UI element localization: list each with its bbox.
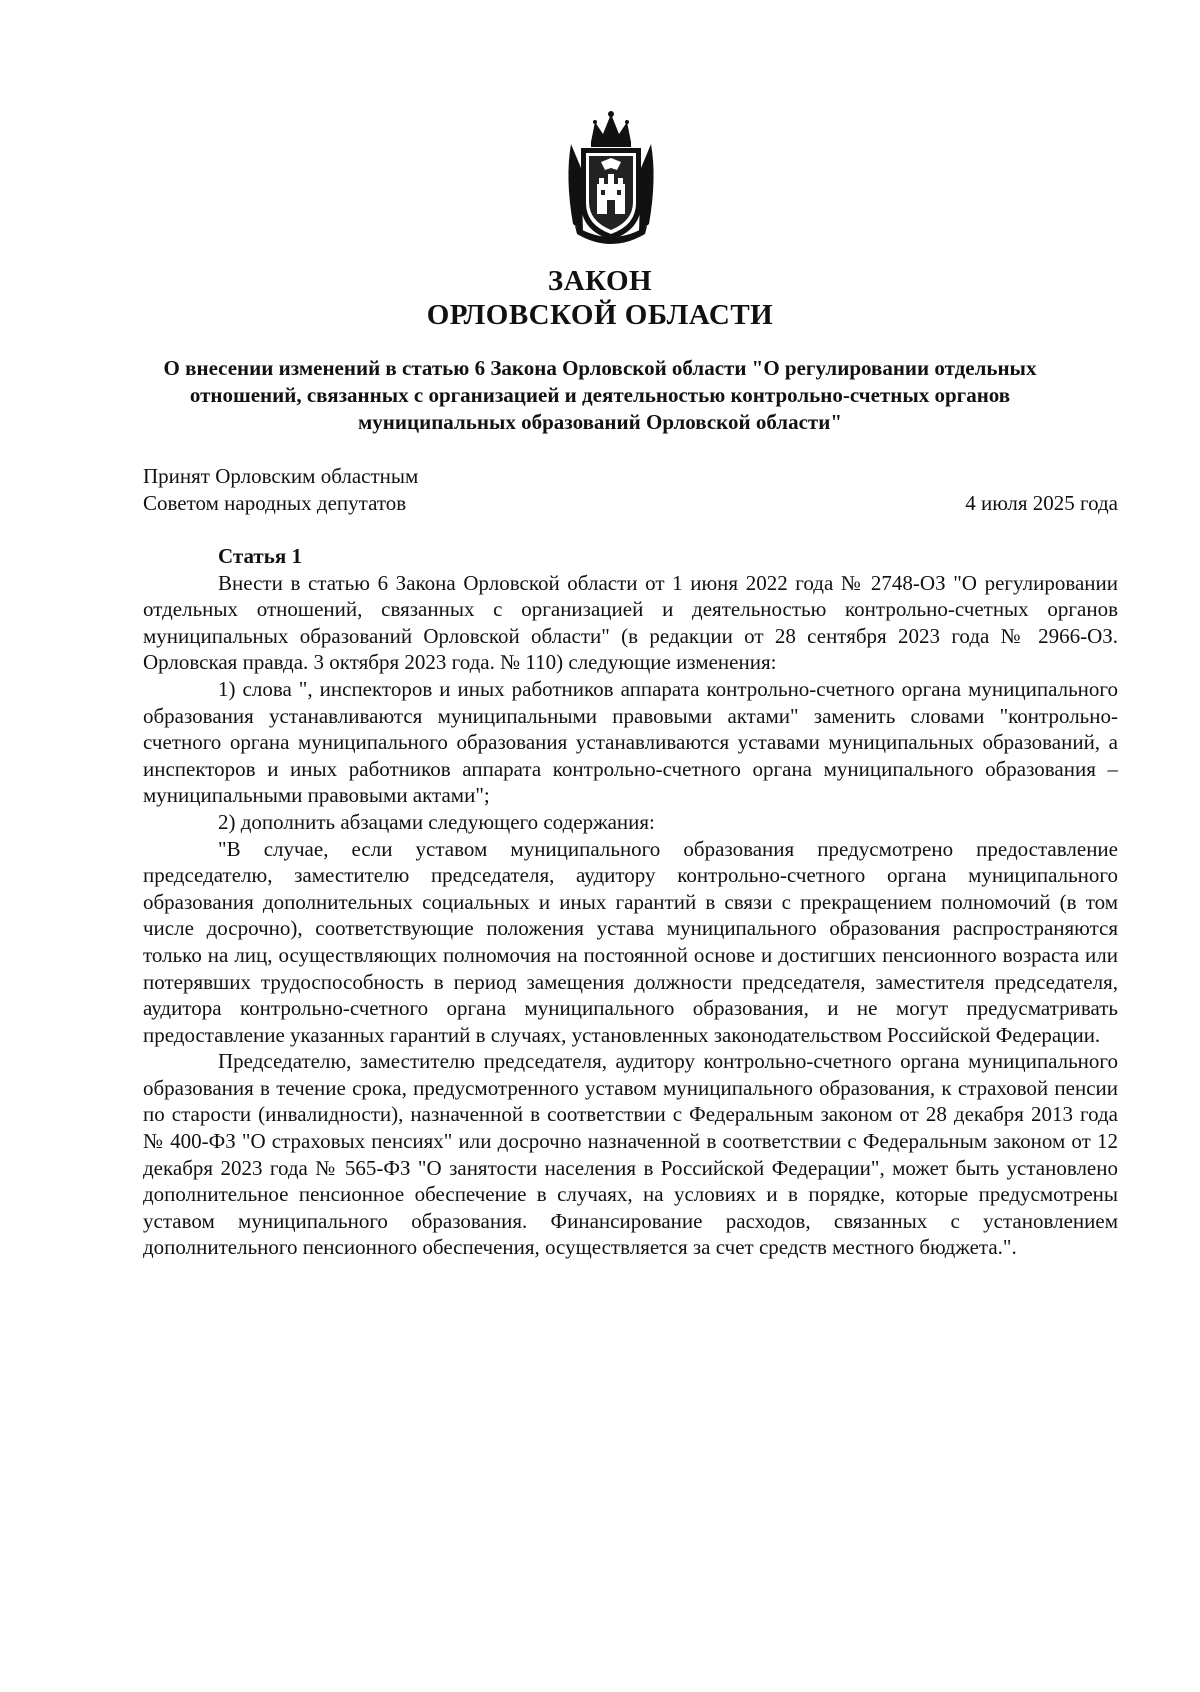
adoption-line1: Принят Орловским областным [143,464,419,488]
document-title-line2: ОРЛОВСКОЙ ОБЛАСТИ [426,299,774,331]
article-paragraph: Председателю, заместителю председателя, аудитору контрольно-счетного органа муниципального образования в течение срока, предусмотренного уставом муниципального образования, к страховой пенсии по старости (инвалидности), назначенной в соответствии с Федеральным законом от 28 декабря 2013 года № 400-ФЗ "О страховых пенсиях" или досрочно назначенной в соответствии с Федеральным законом от 12 декабря 2023 года № 565-ФЗ "О занятости населения в Российской Федерации", может быть установлено дополнительное пенсионное обеспечение в случаях, на условиях и в порядке, которые предусмотрены уставом муниципального образования. Финансирование расходов, связанных с установлением дополнительного пенсионного обеспечения, осуществляется за счет средств местного бюджета.". [143,1049,1118,1260]
article-body [143,543,1118,1261]
adoption-date: 4 июля 2025 года [965,491,1118,515]
article-heading: Статья 1 [218,544,302,568]
article-paragraph: 2) дополнить абзацами следующего содержания: [218,809,655,834]
document-subtitle: О внесении изменений в статью 6 Закона Орловской области "О регулировании отдельных отношений, связанных с организацией и деятельностью контрольно-счетных органов муниципальных образований Орловской области" [163,356,1037,434]
coat-of-arms-icon [561,108,661,246]
article-paragraph: Внести в статью 6 Закона Орловской области от 1 июня 2022 года № 2748-ОЗ "О регулировании отдельных отношений, связанных с организацией и деятельностью контрольно-счетных органов муниципальных образований Орловской области" (в редакции от 28 сентября 2023 года № 2966-ОЗ. Орловская правда. 3 октября 2023 года. № 110) следующие изменения: [143,570,1118,675]
document-title-line1: ЗАКОН [547,265,653,297]
article-paragraph: "В случае, если уставом муниципального образования предусмотрено предоставление председателю, заместителю председателя, аудитору контрольно-счетного органа муниципального образования дополнительных социальных и иных гарантий в связи с прекращением полномочий (в том числе досрочно), соответствующие положения устава муниципального образования распространяются только на лиц, осуществляющих полномочия на постоянной основе и достигших пенсионного возраста или потерявших трудоспособность в период замещения должности председателя, заместителя председателя, аудитора контрольно-счетного органа муниципального образования, и не могут предусматривать предоставление указанных гарантий в случаях, установленных законодательством Российской Федерации. [143,836,1118,1047]
adoption-line2: Советом народных депутатов [143,491,407,515]
adoption-info [143,463,418,517]
article-paragraph: 1) слова ", инспекторов и иных работников аппарата контрольно-счетного органа муниципального образования устанавливаются муниципальными правовыми актами" заменить словами "контрольно-счетного органа муниципального образования устанавливаются уставами муниципальных образований, а инспекторов и иных работников аппарата контрольно-счетного органа муниципального образования – муниципальными правовыми актами"; [143,676,1118,808]
